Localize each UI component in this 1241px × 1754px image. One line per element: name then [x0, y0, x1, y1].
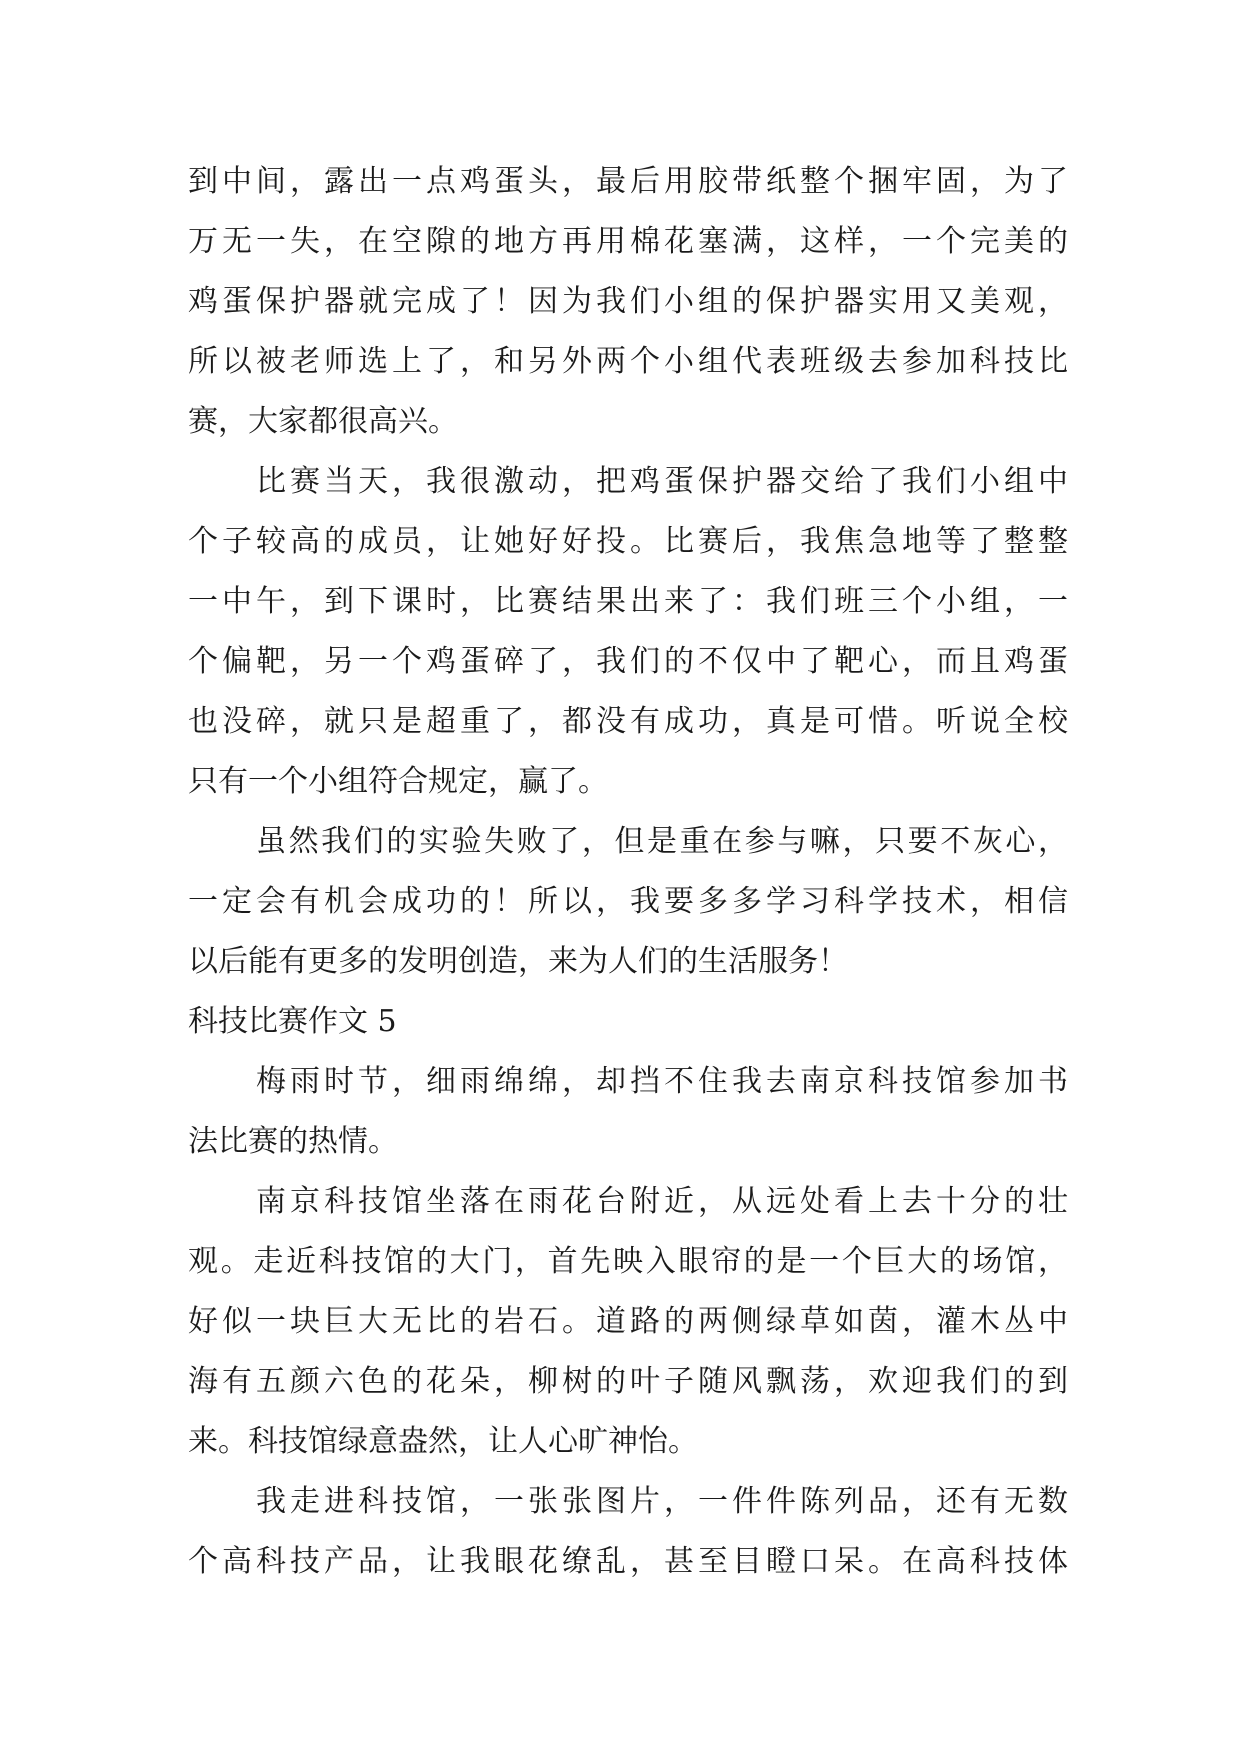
document-body	[188, 152, 1068, 1592]
text-line: 个子较高的成员，让她好好投。比赛后，我焦急地等了整整	[188, 524, 1068, 559]
text-line: 比赛当天，我很激动，把鸡蛋保护器交给了我们小组中	[256, 464, 1068, 499]
paragraph	[188, 1052, 1068, 1172]
text-line: 好似一块巨大无比的岩石。道路的两侧绿草如茵，灌木丛中	[188, 1304, 1068, 1339]
text-line: 赛，大家都很高兴。	[188, 404, 458, 439]
text-line: 万无一失，在空隙的地方再用棉花塞满，这样，一个完美的	[188, 224, 1068, 259]
text-line: 所以被老师选上了，和另外两个小组代表班级去参加科技比	[188, 344, 1068, 379]
paragraph	[188, 452, 1068, 812]
text-line: 虽然我们的实验失败了，但是重在参与嘛，只要不灰心，	[256, 824, 1068, 859]
text-line: 鸡蛋保护器就完成了！因为我们小组的保护器实用又美观，	[188, 284, 1068, 319]
text-line: 观。走近科技馆的大门，首先映入眼帘的是一个巨大的场馆，	[188, 1244, 1068, 1279]
text-line: 也没碎，就只是超重了，都没有成功，真是可惜。听说全校	[188, 704, 1068, 739]
paragraph	[188, 152, 1068, 452]
text-line: 以后能有更多的发明创造，来为人们的生活服务！	[188, 944, 848, 979]
text-line: 到中间，露出一点鸡蛋头，最后用胶带纸整个捆牢固，为了	[188, 164, 1068, 199]
paragraph	[188, 1472, 1068, 1592]
text-line: 梅雨时节，细雨绵绵，却挡不住我去南京科技馆参加书	[256, 1064, 1068, 1099]
text-line: 一中午，到下课时，比赛结果出来了：我们班三个小组，一	[188, 584, 1068, 619]
text-line: 个高科技产品，让我眼花缭乱，甚至目瞪口呆。在高科技体	[188, 1544, 1068, 1579]
text-line: 我走进科技馆，一张张图片，一件件陈列品，还有无数	[256, 1484, 1068, 1519]
paragraph	[188, 1172, 1068, 1472]
text-line: 南京科技馆坐落在雨花台附近，从远处看上去十分的壮	[256, 1184, 1068, 1219]
text-line: 个偏靶，另一个鸡蛋碎了，我们的不仅中了靶心，而且鸡蛋	[188, 644, 1068, 679]
text-line: 法比赛的热情。	[188, 1124, 398, 1159]
text-line: 一定会有机会成功的！所以，我要多多学习科学技术，相信	[188, 884, 1068, 919]
text-line: 只有一个小组符合规定，赢了。	[188, 764, 608, 799]
text-line: 海有五颜六色的花朵，柳树的叶子随风飘荡，欢迎我们的到	[188, 1364, 1068, 1399]
section-title: 科技比赛作文 5	[188, 1004, 397, 1039]
text-line: 来。科技馆绿意盎然，让人心旷神怡。	[188, 1424, 698, 1459]
paragraph	[188, 812, 1068, 992]
